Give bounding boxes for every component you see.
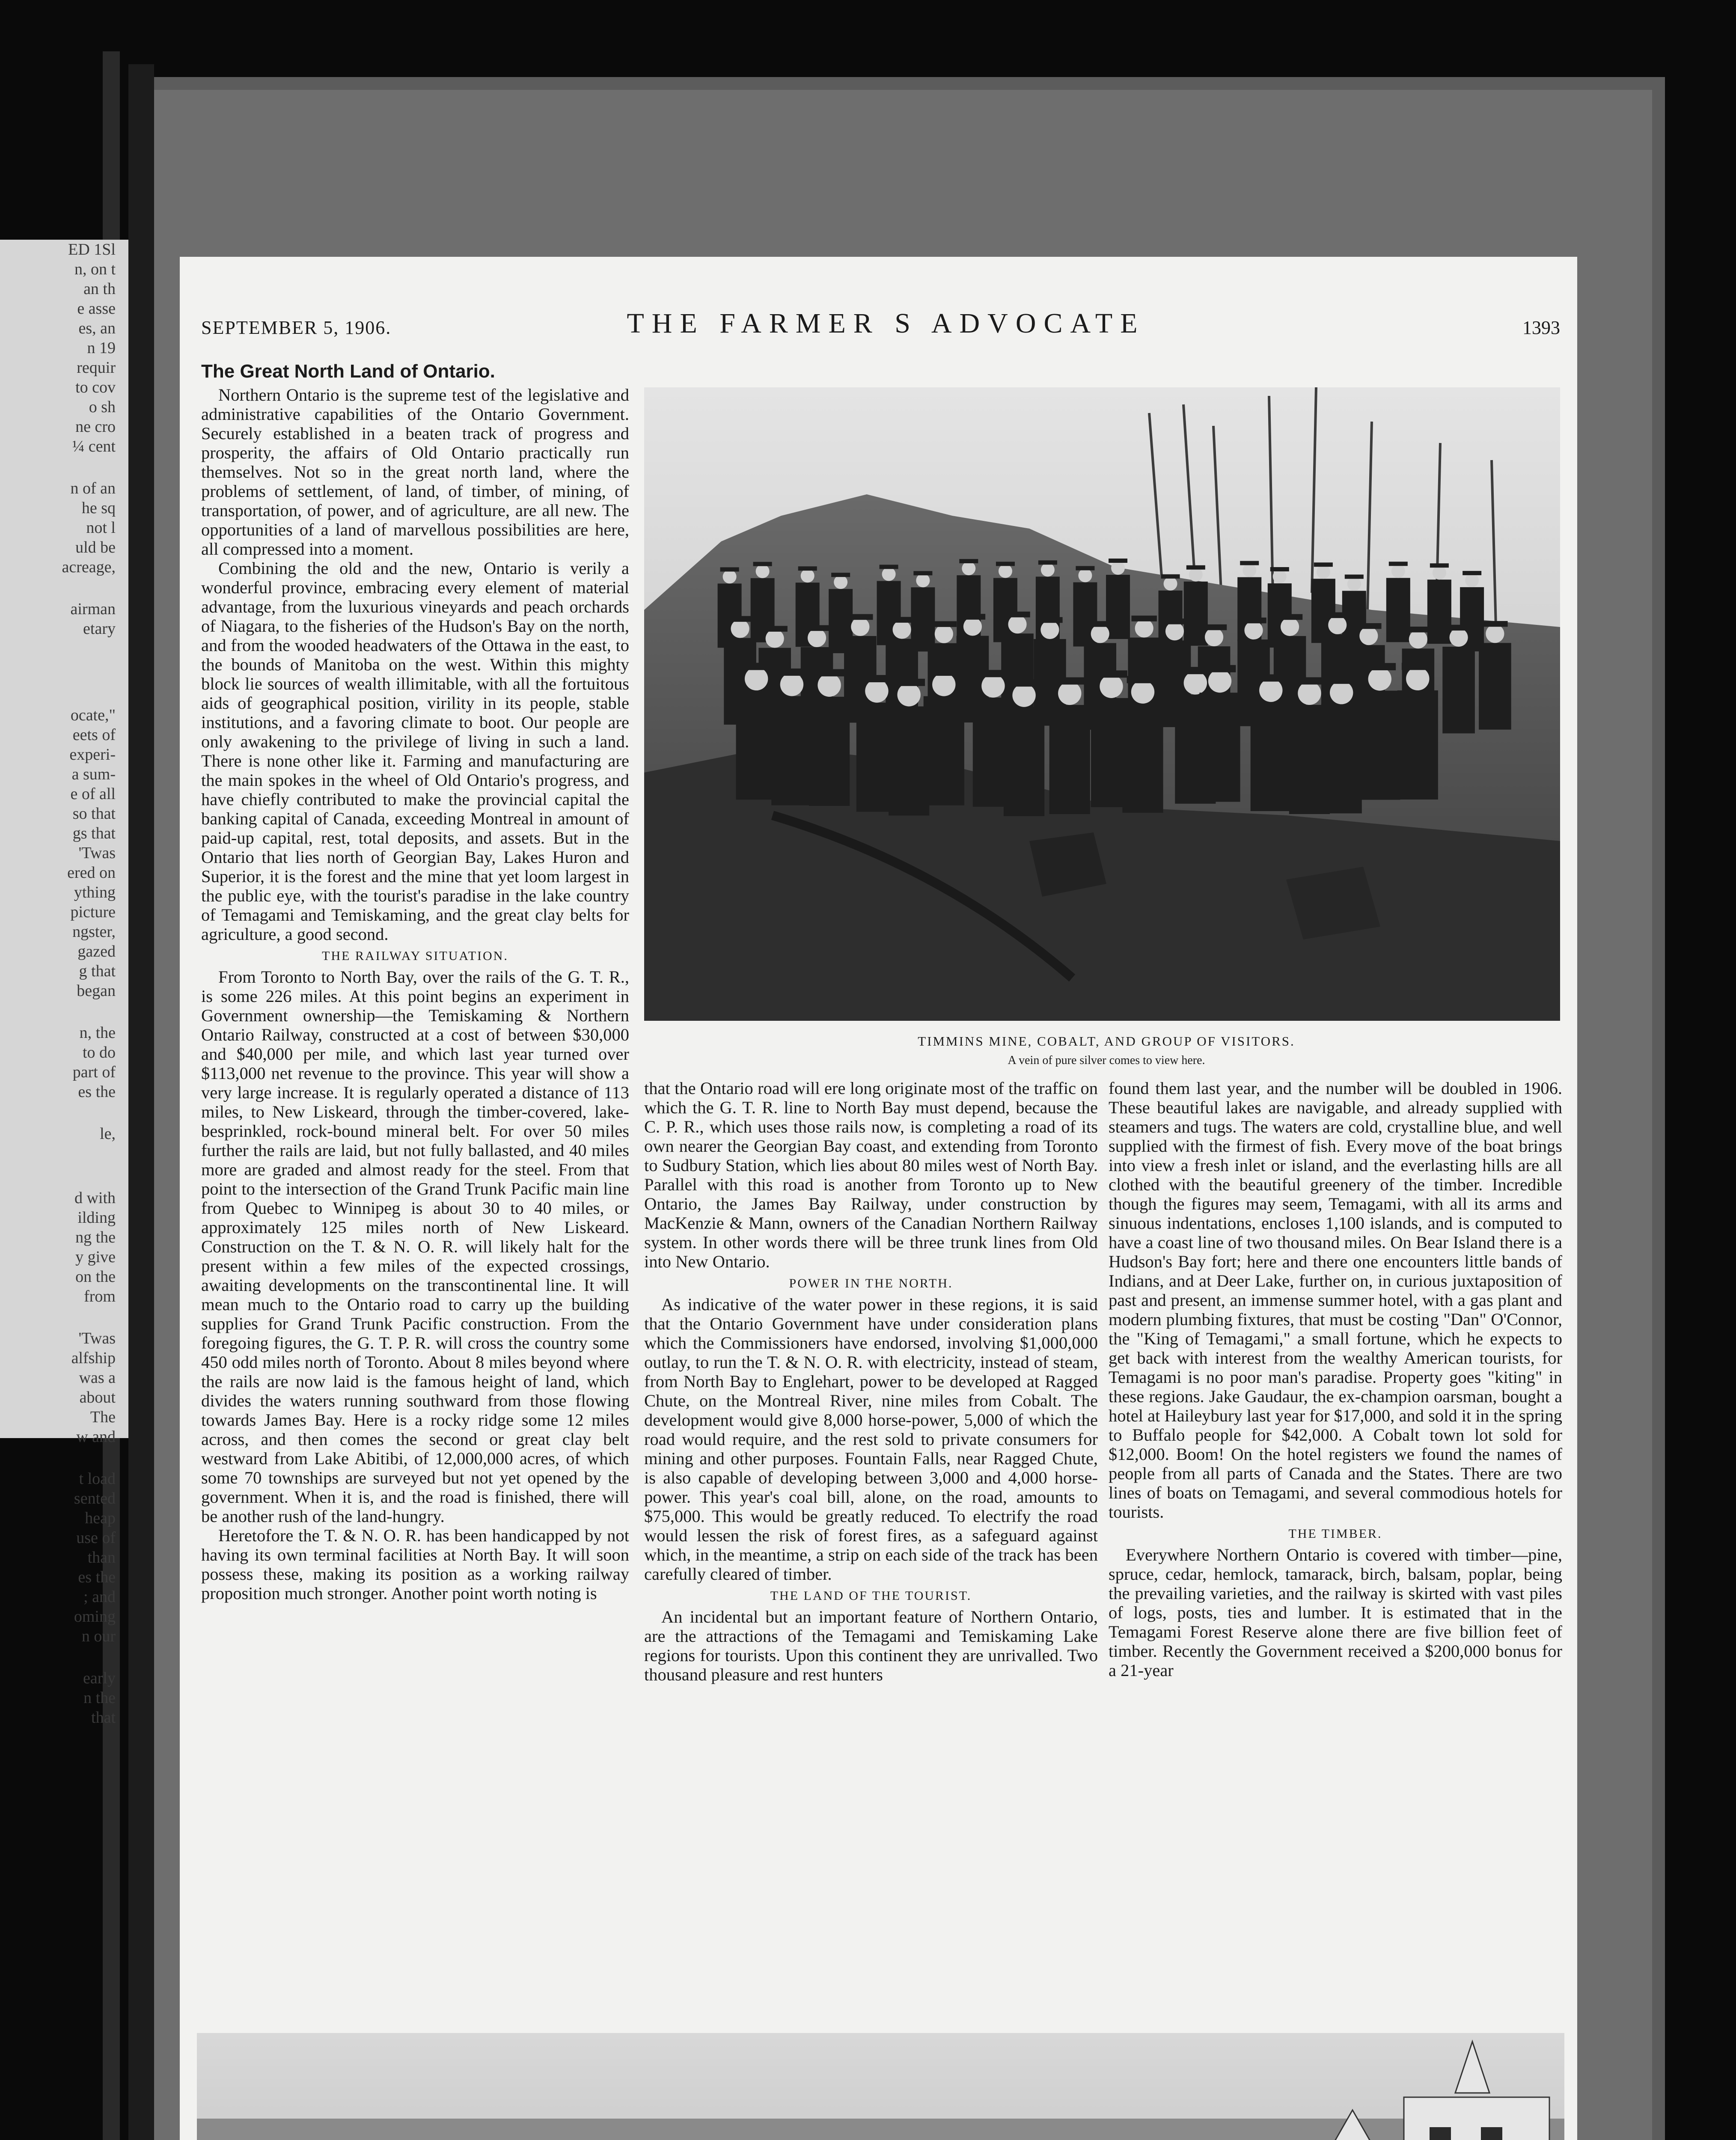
previous-page-text-fragment: n 19 [87,339,116,357]
visitor-hat [880,565,898,569]
visitor-head [1164,577,1177,591]
visitor-figure [1199,693,1240,802]
visitor-figure [1427,580,1451,644]
previous-page-text-fragment: ; and [83,1588,116,1606]
previous-page-gap [0,1144,128,1166]
visitor-head [817,674,841,697]
previous-page-text-fragment: early [83,1669,116,1687]
photo-subcaption-mine: A vein of pure silver comes to view here. [1008,1054,1205,1067]
visitor-hat [1186,565,1205,570]
previous-page-text-fragment: n, the [79,1024,116,1042]
visitor-figure [1397,690,1438,800]
visitor-hat [1076,566,1094,570]
previous-page-gap [0,683,128,705]
visitor-figure [1122,704,1163,813]
previous-page-gap [0,1447,128,1469]
visitor-head [1368,667,1391,690]
previous-page-gap [0,456,128,479]
photo-new-liskeard [197,2033,1564,2140]
visitor-head [1243,564,1256,577]
column-3 [1109,1079,1562,2027]
section-heading-power: POWER IN THE NORTH. [789,1276,953,1290]
paragraph: From Toronto to North Bay, over the rails of the G. T. R., is some 226 miles. At this point begins an experiment in Government ownership—the Temiskaming & Northern Ontario Railway, constructed at a cost of between $30,000 and $40,000 per mile, and which last year turned over $113,000 net revenue to the province. This year will show a very large increase. It is regularly operated a distance of 113 miles, to New Liskeard, through the timber-covered, lake-besprinkled, rock-bound mineral belt. For over 50 miles further the rails are laid, but not fully ballasted, and 40 miles more are graded and almost ready for the steel. From that point to the intersection of the Grand Trunk Pacific main line from Quebec to Winnipeg is about 30 to 40 miles, or approximately 125 miles north of New Liskeard. Construction on the T. & N. O. R. will likely halt for the present within a few miles of the expected crossings, awaiting developments on the transcontinental line. It will mean much to the Ontario road to carry up the building supplies for Grand Trunk Pacific construction. From the foregoing figures, the G. T. P. R. will cross the country some 450 odd miles north of Toronto. About 8 miles beyond where the rails are now laid is the famous height of land, which divides the waters running southward from those flowing towards James Bay. Here is a rocky ridge some 12 miles across, and then comes the second or great clay belt westward from Lake Abitibi, of 12,000,000 acres, of which some 70 townships are surveyed but not yet opened by the government. When it is, and the road is finished, there will be another rush of the land-hungry. [201,967,629,1526]
visitor-figure [1004,707,1044,816]
visitor-head [897,683,920,706]
previous-page-text-fragment: ocate," [70,706,116,724]
visitor-head [963,617,982,636]
visitor-hat [1037,617,1062,623]
visitor-head [1328,616,1347,634]
visitor-figure [1184,582,1208,646]
visitor-figure [1106,575,1130,639]
visitor-head [731,619,749,638]
visitor-hat [740,663,773,670]
visitor-hat [1389,562,1408,566]
visitor-hat [1325,612,1350,618]
visitor-hat [1277,614,1302,620]
visitor-hat [804,625,829,631]
visitor-hat [762,626,787,632]
previous-page-text-fragment: ED 1Sl [68,241,116,259]
previous-page-text-fragment: use of [76,1529,116,1547]
visitor-hat [847,614,873,620]
visitor-hat [1293,677,1326,684]
visitor-hat [1430,563,1449,568]
visitor-hat [1132,615,1157,621]
visitor-head [1433,566,1446,580]
visitor-hat [1402,663,1434,670]
visitor-hat [1446,625,1471,631]
visitor-head [1347,577,1361,591]
visitor-head [1135,619,1153,637]
visitor-hat [831,573,850,577]
previous-page-text-fragment: n of an [70,479,116,497]
previous-page-text-fragment: that [91,1709,116,1727]
previous-page-text-fragment: uld be [75,538,116,556]
visitor-figure [1049,705,1090,814]
previous-page-text-fragment: acreage, [62,558,116,576]
visitor-figure [809,697,850,806]
previous-page-text-fragment: to cov [75,378,116,396]
visitor-hat [1038,560,1057,565]
visitor-hat [977,670,1009,677]
visitor-hat [1270,567,1289,571]
visitor-hat [813,669,845,676]
visitor-hat [1314,562,1333,567]
visitor-head [1208,669,1231,693]
visitor-head [893,620,911,639]
visitor-head [1131,681,1154,704]
visitor-hat [1463,571,1481,575]
visitor-hat [889,617,914,623]
visitor-head [1317,565,1330,579]
visitor-hat [1162,618,1187,624]
previous-page-text-fragment: 'Twas [78,844,116,862]
visitor-hat [753,562,772,566]
paragraph: that the Ontario road will ere long originate most of the traffic on which the G. T. R. line to North Bay must depend, because the C. P. R., which uses those rails now, is completing a road of its own nearer the Georgian Bay coast, and extending from Toronto to Sudbury Station, which lies about 80 miles west of North Bay. Parallel with this road is another from Toronto up to New Ontario, the James Bay Railway, under construction by MacKenzie & Mann, owners of the Canadian Northern Railway system. In other words there will be three trunk lines from Old into New Ontario. [644,1079,1098,1271]
visitor-hat [1095,670,1127,678]
previous-page-text-fragment: e of all [70,785,116,803]
visitor-head [1165,622,1184,640]
paragraph: Northern Ontario is the supreme test of the legislative and administrative capabilities of the Ontario Government. Securely established in a beaten track of progress and prosperity, the affairs of Old Ontario practically run themselves. Not so in the great north land, where the problems of settlement, of land, of timber, of mining, of transportation, of power, and of agriculture, are all new. The opportunities of a land of marvellous possibilities are here, all compressed into a moment. [201,385,629,559]
previous-page-text-fragment: 'Twas [78,1329,116,1347]
visitor-head [981,674,1005,697]
previous-page-gap [0,1306,128,1329]
visitor-head [1244,621,1263,639]
visitor-head [865,679,888,702]
visitor-hat [913,571,932,575]
masthead-title: THE FARMER S ADVOCATE [627,308,1145,339]
paragraph: found them last year, and the number will be doubled in 1906. These beautiful lakes are navigable, and already supplied with steamers and tugs. The waters are cold, crystalline blue, and well supplied with the firmest of fish. Every move of the boat brings into view a fresh inlet or island, and the everlasting hills are all clothed with the beautiful greenery of the timber. Incredible though the figures may seem, Temagami, with all its arms and sinuous indentations, encloses 1,100 islands, and is computed to have a coast line of two thousand miles. On Bear Island there is a Hudson's Bay fort; here and there one encounters little bands of Indians, and at Deer Lake, further on, in curious juxtaposition of past and present, an immense summer hotel, with a gas plant and modern plumbing fixtures, that must be costing "Dan" O'Connor, the "King of Temagami," a small fortune, which he expects to get back with interest from the wealthy American tourists, for Temagami is no poor man's paradise. Property goes "kiting" in these regions. Jake Gaudaur, the ex-champion oarsman, bought a hotel at Haileybury last year for $17,000, and sold it in the spring to Buffalo people for $42,000. A Cobalt town lot sold for $12,000. Boom! On the hotel registers we found the names of people from all parts of Canada and the States. There are two lines of boats on Temagami, and several commodious hotels for tourists. [1109,1079,1562,1522]
previous-page-text-fragment: es the [78,1083,116,1101]
photo-caption-mine: TIMMINS MINE, COBALT, AND GROUP OF VISITORS. [918,1034,1295,1049]
visitor-head [808,629,826,647]
previous-page-text-fragment: alfship [71,1349,116,1367]
visitor-hat [1406,627,1431,633]
previous-page-text-fragment: etary [83,620,116,638]
previous-page-text-fragment: gs that [72,824,116,842]
visitor-head [766,629,784,648]
previous-page-text-fragment: experi- [69,746,116,764]
visitor-hat [1088,621,1113,627]
visitor-head [1008,615,1026,633]
column-2 [644,1079,1098,2027]
previous-page-gap [0,1646,128,1668]
visitor-hat [1482,621,1507,627]
previous-page-text-fragment: n our [81,1627,116,1645]
visitor-figure [1311,579,1335,643]
visitor-head [834,575,847,589]
visitor-figure [1359,691,1400,800]
previous-page-text-fragment: sented [74,1489,116,1507]
visitor-head [962,562,975,575]
visitor-hat [1345,574,1364,579]
previous-page-text-fragment: eets of [72,726,116,744]
visitor-head [1465,574,1479,587]
visitor-head [1041,563,1055,577]
visitor-head [1111,561,1125,575]
previous-page-text-fragment: es the [78,1568,116,1586]
visitor-head [1391,564,1405,578]
visitor-hat [1364,663,1396,670]
visitor-head [1078,568,1092,582]
previous-page-text-fragment: he sq [81,499,116,517]
visitor-head [851,618,869,636]
visitor-hat [931,621,957,627]
paragraph: An incidental but an important feature of Northern Ontario, are the attractions of the Temagami and Temiskaming Lake regions for tourists. Upon this continent they are unrivalled. Two thousand pleasure and rest hunters [644,1607,1098,1684]
previous-page-text-fragment: airman [70,600,116,618]
previous-page-text-fragment: requir [77,359,116,377]
visitor-head [1100,675,1123,698]
previous-page-text-fragment: d with [74,1189,116,1207]
visitor-head [1406,667,1429,690]
visitor-head [1259,679,1282,702]
section-heading-timber: THE TIMBER. [1288,1527,1382,1541]
visitor-hat [720,567,739,571]
visitor-hat [1005,612,1030,618]
visitor-head [916,574,930,587]
previous-page-gap [0,639,128,661]
previous-page-text-fragment: e asse [77,300,116,318]
visitor-head [780,673,803,696]
previous-page-text-fragment: began [77,982,116,1000]
page-number: 1393 [1522,317,1560,338]
previous-page-text-fragment: from [84,1287,116,1305]
section-heading-tourist: THE LAND OF THE TOURIST. [770,1589,972,1603]
visitor-head [1281,618,1299,636]
visitor-hat [996,562,1015,566]
previous-page-text-fragment: about [79,1388,116,1406]
previous-page-text-fragment: ered on [67,864,116,882]
previous-page-text-fragment: ¼ cent [72,437,116,455]
visitor-hat [1326,677,1358,684]
photo-timmins-mine [644,387,1560,1021]
previous-page-text-fragment: oming [74,1608,116,1626]
visitor-hat [861,675,893,682]
visitor-figure [1321,704,1362,813]
visitor-hat [928,669,960,676]
visitor-head [1189,568,1203,582]
visitor-head [1298,682,1321,705]
visitor-hat [1356,623,1381,629]
visitor-head [723,570,737,583]
previous-page-text-fragment: so that [72,805,116,823]
previous-page-text-fragment: ilding [77,1209,116,1227]
previous-page-text-fragment: ng the [75,1228,116,1246]
column-1 [201,362,629,2022]
previous-page-text-fragment: le, [100,1125,116,1143]
previous-page-text-fragment: an th [83,280,116,298]
previous-page-text-fragment: heap [85,1509,116,1527]
visitor-hat [1127,676,1159,683]
visitor-head [1058,682,1081,705]
previous-page-text-fragment: ngster, [72,923,116,941]
visitor-figure [1442,647,1475,734]
visitor-figure [736,690,777,800]
visitor-head [1359,627,1378,645]
visitor-head [1273,570,1287,583]
previous-page-text-fragment: t load [79,1470,116,1488]
visitor-hat [1161,574,1180,579]
previous-page-text-fragment: n, on t [74,260,116,278]
visitor-figure [1386,578,1410,642]
visitor-head [1409,630,1427,648]
visitor-hat [1241,618,1266,624]
article-title: The Great North Land of Ontario. [201,361,495,382]
visitor-head [882,567,896,581]
visitor-hat [1054,677,1086,684]
visitor-hat [1201,624,1227,630]
previous-page-fragment [0,240,128,1727]
visitor-hat [1240,561,1259,565]
previous-page-gap [0,1001,128,1023]
previous-page-text-fragment: es, an [78,319,116,337]
visitor-figure [889,706,929,815]
visitor-hat [1008,679,1040,687]
section-heading-railway: THE RAILWAY SITUATION. [322,949,508,963]
visitor-hat [1204,665,1236,672]
previous-page-text-fragment: than [87,1549,116,1566]
visitor-hat [893,679,925,686]
visitor-figure [1479,643,1511,730]
paragraph: Combining the old and the new, Ontario is verily a wonderful province, embracing every element of material advantage, from the luxurious vineyards and peach orchards of Niagara, to the fisheries of the Hudson's Bay on the north, and from the wooded headwaters of the Ottawa in the east, to the bounds of Manitoba on the west. Within this mighty block lie sources of wealth illimitable, with all the fortuitous aids of geographical position, virility in its people, stable institutions, and a favoring climate to boot. Our people are only awakening to the privilege of living in such a land. There is none other like it. Farming and manufacturing are the main spokes in the wheel of Old Ontario's progress, and have chiefly contributed to make the provincial capital the banking capital of Canada, exceeding Montreal in amount of paid-up capital, rest, total deposits, and assets. But in the Ontario that lies north of Georgian Bay, Lakes Huron and Superior, it is the forest and the mine that yet loom largest in the public eye, with the tourist's paradise in the lake country of Temagami and Temiskaming, and the great clay belts for agriculture, a good second. [201,559,629,944]
paragraph: As indicative of the water power in these regions, it is said that the Ontario Government have under consideration plans which the Commissioners have endorsed, involving $1,000,000 outlay, to run the T. & N. O. R. with electricity, instead of steam, from North Bay to Englehart, power to be developed at Ragged Chute, on the Montreal River, nine miles from Cobalt. The development would give 8,000 horse-power, 5,000 of which the road would require, and the rest sold to private consumers for mining and other purposes. Fountain Falls, near Ragged Chute, is also capable of developing between 3,000 and 4,000 horse-power. This year's coal bill, alone, on the road, amounts to $75,000. This would be greatly reduced. To electrify the road would lessen the risk of forest fires, as a safeguard against which, in the meantime, a strip on each side of the track has been carefully cleared of timber. [644,1295,1098,1584]
previous-page-text-fragment: g that [79,962,116,980]
visitor-hat [1255,675,1287,682]
previous-page-text-fragment: part of [72,1063,116,1081]
visitor-head [745,667,768,690]
paragraph: Heretofore the T. & N. O. R. has been handicapped by not having its own terminal facilities at North Bay. It will soon possess these, making its position as a working railway proposition much stronger. Another point worth noting is [201,1526,629,1603]
previous-page-gap [0,1102,128,1124]
visitor-head [1040,621,1059,639]
paragraph: Everywhere Northern Ontario is covered with timber—pine, spruce, cedar, hemlock, tamarack, birch, balsam, poplar, being the prevailing varieties, and the railway is skirted with vast piles of logs, posts, ties and lumber. It is estimated that in the Temagami Forest Reserve alone there are five billion feet of timber. Recently the Government received a $200,000 bonus for a 21-year [1109,1545,1562,1680]
visitor-figure [771,696,812,805]
visitor-figure [1251,702,1291,811]
visitor-hat [727,616,752,622]
previous-page-text-fragment: not l [86,519,116,537]
previous-page-text-fragment: The [90,1408,116,1426]
previous-page-text-fragment: w and [76,1428,116,1446]
previous-page-gap [0,661,128,683]
previous-page-text-fragment: o sh [89,398,116,416]
previous-page-text-fragment: n the [83,1689,116,1707]
previous-page-text-fragment: gazed [77,942,116,960]
visitor-hat [959,559,978,563]
header-date: SEPTEMBER 5, 1906. [201,317,392,338]
visitor-hat [1109,559,1127,563]
visitor-head [1449,628,1468,647]
previous-page-text-fragment: was a [79,1369,116,1387]
previous-page-text-fragment: ne cro [75,418,116,436]
newspaper-page [180,257,1577,2140]
visitor-head [932,673,955,696]
visitor-figure [924,696,964,805]
visitor-head [1330,681,1353,704]
visitor-head [801,569,814,583]
visitor-head [1184,671,1207,694]
previous-page-gap [0,577,128,599]
visitor-head [935,625,953,643]
visitor-head [756,565,770,578]
previous-page-text-fragment: picture [70,903,116,921]
visitor-head [1486,624,1504,643]
visitor-hat [960,614,985,620]
previous-page-text-fragment: on the [75,1268,116,1286]
previous-page-text-fragment: y give [75,1248,116,1266]
previous-page-text-fragment: ything [74,883,116,901]
visitor-hat [776,669,808,676]
previous-page-gap [0,1166,128,1188]
visitor-head [1205,628,1223,646]
visitor-head [1012,684,1035,707]
visitor-hat [798,566,817,571]
visitor-head [999,564,1012,578]
previous-page-text-fragment: to do [82,1043,116,1061]
previous-page-text-fragment: a sum- [71,765,116,783]
visitor-head [1091,624,1109,643]
